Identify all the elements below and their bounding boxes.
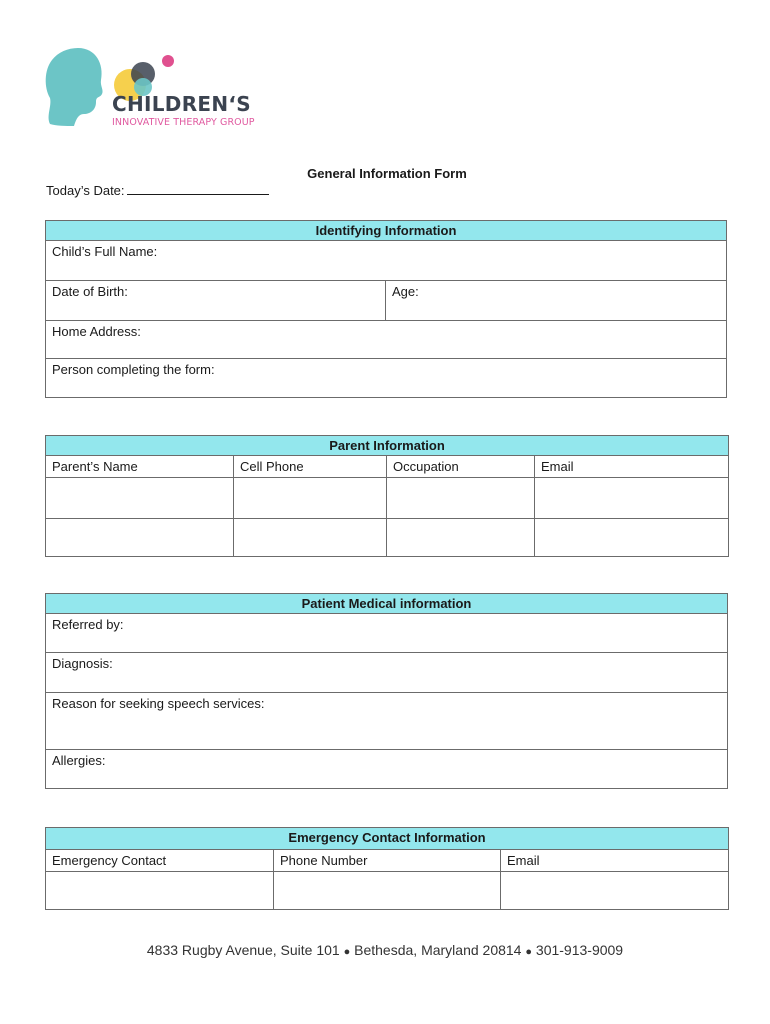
phone-number-cell[interactable]: [274, 872, 501, 910]
occupation-cell[interactable]: [387, 519, 535, 557]
table-row: [46, 872, 729, 910]
parent-name-cell[interactable]: [46, 478, 234, 519]
form-title: General Information Form: [307, 166, 467, 181]
emergency-email-cell[interactable]: [501, 872, 729, 910]
allergies-label: Allergies:: [52, 753, 106, 768]
emergency-contact-column-header: Emergency Contact: [46, 850, 274, 872]
identifying-information-table: [45, 220, 727, 398]
emergency-contact-cell[interactable]: [46, 872, 274, 910]
referred-by-label: Referred by:: [52, 617, 124, 632]
occupation-cell[interactable]: [387, 478, 535, 519]
occupation-column-header: Occupation: [387, 456, 535, 478]
footer-separator: ●: [525, 946, 533, 958]
email-cell[interactable]: [535, 478, 729, 519]
patient-medical-information-header: Patient Medical information: [46, 594, 728, 614]
footer-address: 4833 Rugby Avenue, Suite 101: [146, 942, 340, 958]
home-address-label: Home Address:: [52, 324, 141, 339]
table-row: [46, 478, 729, 519]
todays-date-row: [46, 182, 269, 198]
footer-separator: ●: [343, 946, 351, 958]
person-completing-label: Person completing the form:: [52, 362, 215, 377]
phone-number-column-header: Phone Number: [274, 850, 501, 872]
table-row: [46, 519, 729, 557]
reason-for-services-field[interactable]: [46, 693, 728, 750]
parent-information-header: Parent Information: [46, 436, 729, 456]
age-label: Age:: [392, 284, 419, 299]
child-full-name-label: Child’s Full Name:: [52, 244, 158, 259]
emergency-contact-header: Emergency Contact Information: [46, 828, 729, 850]
logo-wordmark: CHILDREN‘S: [112, 92, 252, 116]
diagnosis-label: Diagnosis:: [52, 656, 113, 671]
allergies-field[interactable]: [46, 750, 728, 789]
emergency-contact-table: [45, 827, 729, 910]
parent-name-cell[interactable]: [46, 519, 234, 557]
footer-contact: [0, 942, 770, 958]
email-column-header: Email: [535, 456, 729, 478]
date-of-birth-field[interactable]: [46, 281, 386, 321]
cell-phone-column-header: Cell Phone: [234, 456, 387, 478]
home-address-field[interactable]: [46, 321, 727, 359]
email-cell[interactable]: [535, 519, 729, 557]
patient-medical-information-table: [45, 593, 728, 789]
todays-date-label: Today’s Date:: [46, 183, 125, 198]
logo-tagline: INNOVATIVE THERAPY GROUP: [112, 117, 255, 128]
footer-city: Bethesda, Maryland 20814: [354, 942, 522, 958]
date-of-birth-label: Date of Birth:: [52, 284, 128, 299]
parent-information-table: [45, 435, 729, 557]
footer-phone: 301-913-9009: [535, 942, 624, 958]
diagnosis-field[interactable]: [46, 653, 728, 693]
reason-for-services-label: Reason for seeking speech services:: [52, 696, 265, 711]
identifying-information-header: Identifying Information: [46, 221, 727, 241]
cell-phone-cell[interactable]: [234, 478, 387, 519]
person-completing-field[interactable]: [46, 359, 727, 398]
cell-phone-cell[interactable]: [234, 519, 387, 557]
emergency-email-column-header: Email: [501, 850, 729, 872]
organization-logo: [40, 40, 260, 140]
referred-by-field[interactable]: [46, 614, 728, 653]
todays-date-field[interactable]: [127, 182, 269, 195]
child-full-name-field[interactable]: [46, 241, 727, 281]
age-field[interactable]: [386, 281, 727, 321]
parent-name-column-header: Parent’s Name: [46, 456, 234, 478]
